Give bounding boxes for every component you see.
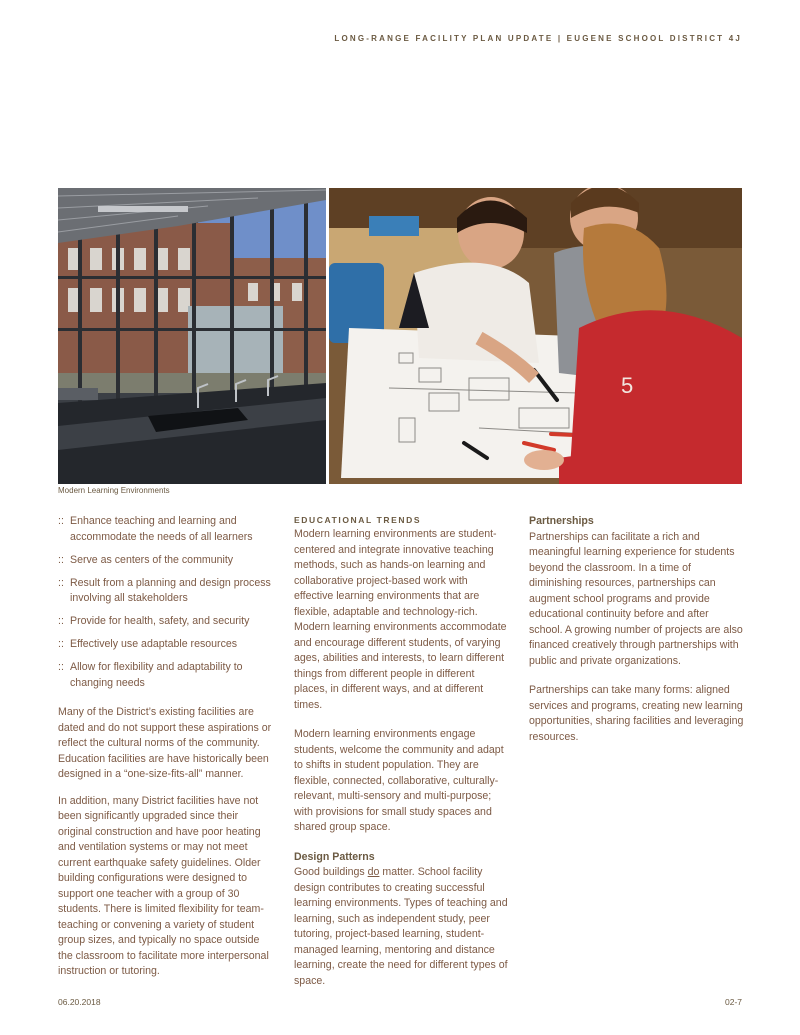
bullet-marker: :: [58,661,64,673]
goal-text: Enhance teaching and learning and accommodate the needs of all learners [70,515,253,543]
list-item [58,637,273,653]
design-patterns-heading: Design Patterns [294,850,375,863]
list-item [58,660,273,691]
bullet-marker: :: [58,553,64,566]
footer-date: 06.20.2018 [58,997,101,1007]
list-item [58,614,273,630]
list-item [58,576,273,607]
photo-students-planning [329,188,742,484]
page-number: 02-7 [724,997,742,1007]
column-goals [58,514,273,991]
bullet-marker: :: [58,638,64,650]
column-partnerships [529,514,744,756]
modern-environments-paragraph: Modern learning environments are student-centered and integrate innovative teaching methods, such as hands-on learning and collaborative project-based work with effective learning environments that are flexible, adaptable and technology-rich. Modern learning environments accommodate and encourage different students, of varying ages, abilities and interests, to learn different things from different people in different places, in different ways, and at different times. [294,528,507,711]
emphasis-text: do [367,866,380,878]
existing-facilities-paragraph: Many of the District’s existing facilities are dated and do not support these aspirations or reflect the cultural norms of the community. Education facilities are have historically been designed in a “one-size-fits-all” manner. [58,706,272,780]
list-item [58,553,273,569]
svg-text:5: 5 [621,373,634,398]
photo-caption: Modern Learning Environments [58,486,170,495]
partnerships-heading: Partnerships [529,515,594,527]
text-run: Good buildings [294,866,368,878]
goal-text: Allow for flexibility and adaptability to changing needs [70,661,243,689]
section-heading-educational-trends: EDUCATIONAL TRENDS [294,515,422,525]
bullet-marker: :: [58,515,64,527]
goal-text: Serve as centers of the community [70,553,234,566]
engage-students-paragraph: Modern learning environments engage students, welcome the community and adapt to shifts in student population. They are flexible, connected, collaborative, culturally-relevant, multi-sensory and multi-purpose; with provisions for small study spaces and shared group space. [294,728,504,833]
bullet-marker: :: [58,576,64,589]
running-header: LONG-RANGE FACILITY PLAN UPDATE | EUGENE SCHOOL DISTRICT 4J [334,34,742,43]
list-item [58,514,273,545]
design-patterns-paragraph [294,865,509,989]
column-educational-trends [294,514,509,1000]
goals-list [58,514,273,691]
goal-text: Effectively use adaptable resources [70,638,238,650]
goal-text: Provide for health, safety, and security [70,615,250,627]
upgrades-paragraph: In addition, many District facilities have not been significantly upgraded since their original construction and have poor heating and ventilation systems or may not meet current earthquake safety guidelines. Older building configurations were designed to support one teacher with a group of 30 students. There is limited flexibility for team-teaching or convening a variety of student group sizes, and typically no space outside the classroom to facilitate more interpersonal instruction or tutoring. [58,794,269,977]
partnerships-paragraph-2: Partnerships can take many forms: aligned services and programs, creating new learning opportunities, sharing facilities and leveraging resources. [529,684,744,743]
bullet-marker: :: [58,615,64,627]
text-run: matter. School facility design contributes to creating successful learning environments. Types of teaching and learning, such as independent study, peer tutoring, project-based learning, student-managed learning, mentoring and distance learning, create the need for different types of space. [294,866,508,987]
photo-modern-classroom [58,188,326,484]
partnerships-paragraph-1: Partnerships can facilitate a rich and meaningful learning experience for students beyond the classroom. In a time of diminishing resources, partnerships can augment school programs and provide educational continuity before and after school. A growing number of projects are also financed creatively through partnerships with public and private organizations. [529,530,743,667]
goal-text: Result from a planning and design process involving all stakeholders [70,576,271,604]
